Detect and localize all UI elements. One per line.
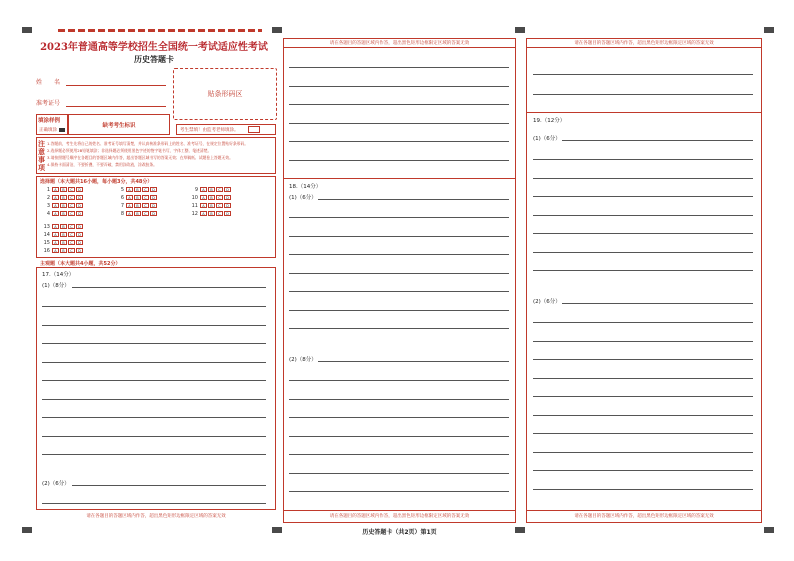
choice-number: 8	[120, 211, 124, 217]
q18-2-first-line[interactable]	[318, 361, 509, 362]
q18-1-line[interactable]	[289, 328, 509, 329]
choice-bubble-11-c[interactable]: C	[216, 203, 223, 208]
choice-bubble-8-c[interactable]: C	[142, 211, 149, 216]
choice-bubble-12-a[interactable]: A	[200, 211, 207, 216]
choice-bubble-8-a[interactable]: A	[126, 211, 133, 216]
q18-2-line[interactable]	[289, 491, 509, 492]
choice-bubble-7-b[interactable]: B	[134, 203, 141, 208]
q17-1-line[interactable]	[42, 325, 266, 326]
q18-1-line[interactable]	[289, 310, 509, 311]
col2-bottom-divider	[283, 510, 516, 511]
choice-bubble-16-c[interactable]: C	[68, 248, 75, 253]
choice-bubble-2-b[interactable]: B	[60, 195, 67, 200]
choice-bubble-8-d[interactable]: D	[150, 211, 157, 216]
choice-bubble-16-a[interactable]: A	[52, 248, 59, 253]
notice-label-1: 注	[38, 140, 45, 148]
choice-bubble-11-b[interactable]: B	[208, 203, 215, 208]
choice-bubble-4-c[interactable]: C	[68, 211, 75, 216]
choice-number: 15	[43, 240, 50, 246]
choice-number: 14	[43, 232, 50, 238]
timing-strip	[58, 29, 262, 32]
choice-question-16	[42, 248, 84, 254]
q19-2-line[interactable]	[533, 433, 753, 434]
alignment-mark-bottom-1	[272, 527, 282, 533]
choice-question-13	[42, 224, 84, 230]
choice-bubble-7-d[interactable]: D	[150, 203, 157, 208]
choice-bubble-4-a[interactable]: A	[52, 211, 59, 216]
choice-number: 4	[46, 211, 50, 217]
exam-subtitle: 历史答题卡	[134, 54, 174, 64]
q18-2-label: (2)（8分）	[289, 357, 317, 363]
notice-label-3: 事	[38, 156, 45, 164]
q19-1-line[interactable]	[533, 233, 753, 234]
id-field[interactable]	[66, 106, 166, 107]
q19-2-line[interactable]	[533, 359, 753, 360]
choice-bubble-9-a[interactable]: A	[200, 187, 207, 192]
missing-note: 考生禁填！由监考老师填涂。	[180, 128, 239, 133]
choice-bubble-10-a[interactable]: A	[200, 195, 207, 200]
choice-question-10	[190, 195, 232, 201]
q18-1-line[interactable]	[289, 236, 509, 237]
name-field[interactable]	[66, 85, 166, 86]
choice-bubble-5-b[interactable]: B	[134, 187, 141, 192]
notice-line-1: 1.答题前，考生先将自己的姓名、准考证号填写清楚，并认真核准条形码上的姓名、准考证号，在规定位置贴好条形码。	[47, 141, 249, 146]
choice-number: 10	[191, 195, 198, 201]
q18-2-line[interactable]	[289, 380, 509, 381]
choice-number: 7	[120, 203, 124, 209]
choice-bubble-5-c[interactable]: C	[142, 187, 149, 192]
col2-top-divider	[283, 47, 516, 48]
choice-question-9	[190, 187, 232, 193]
q18-2-line[interactable]	[289, 399, 509, 400]
choice-question-12	[190, 211, 232, 217]
q18-1-label: (1)（6分）	[289, 195, 317, 201]
q17-2-label: (2)（6分）	[42, 481, 70, 487]
choice-bubble-14-b[interactable]: B	[60, 232, 67, 237]
fill-correct-label: 正确填涂	[39, 128, 57, 133]
q19-2-first-line[interactable]	[562, 303, 753, 304]
choice-bubble-12-b[interactable]: B	[208, 211, 215, 216]
choice-number: 2	[46, 195, 50, 201]
q18-2-line[interactable]	[289, 473, 509, 474]
alignment-mark-bottom-left	[22, 527, 32, 533]
choice-bubble-14-a[interactable]: A	[52, 232, 59, 237]
q17-1-line[interactable]	[42, 380, 266, 381]
bottom-note-col3: 请在各题目的答题区域内作答，超出黑色矩形边框限定区域的答案无效	[574, 514, 714, 519]
missing-mark-bubble[interactable]	[248, 126, 260, 133]
q19-2-line[interactable]	[533, 452, 753, 453]
q17-1-first-line[interactable]	[72, 287, 266, 288]
choice-number: 16	[43, 248, 50, 254]
choice-question-5	[116, 187, 158, 193]
q18-label: 18.（14分）	[289, 184, 322, 190]
choice-bubble-2-c[interactable]: C	[68, 195, 75, 200]
q17-label: 17.（14分）	[42, 272, 75, 278]
fill-example-label: 填涂样例	[38, 118, 61, 124]
choice-bubble-15-d[interactable]: D	[76, 240, 83, 245]
q19-2-line[interactable]	[533, 322, 753, 323]
choice-bubble-8-b[interactable]: B	[134, 211, 141, 216]
q17-1-line[interactable]	[42, 306, 266, 307]
q17-1-line[interactable]	[42, 454, 266, 455]
choice-question-4	[42, 211, 84, 217]
q17-1-line[interactable]	[42, 399, 266, 400]
choice-bubble-12-d[interactable]: D	[224, 211, 231, 216]
choice-bubble-3-b[interactable]: B	[60, 203, 67, 208]
column-3-frame	[526, 38, 762, 523]
q19-2-line[interactable]	[533, 489, 753, 490]
choice-number: 5	[120, 187, 124, 193]
q17-1-line[interactable]	[42, 362, 266, 363]
choice-bubble-4-d[interactable]: D	[76, 211, 83, 216]
choice-number: 9	[194, 187, 198, 193]
choice-bubble-7-c[interactable]: C	[142, 203, 149, 208]
q18-2-line[interactable]	[289, 436, 509, 437]
q18-top-divider	[283, 178, 516, 179]
choice-bubble-2-a[interactable]: A	[52, 195, 59, 200]
q19-1-first-line[interactable]	[562, 140, 753, 141]
choice-number: 3	[46, 203, 50, 209]
col3-top-divider	[526, 47, 762, 48]
q18c-line[interactable]	[533, 74, 753, 75]
choice-bubble-3-c[interactable]: C	[68, 203, 75, 208]
choice-bubble-3-d[interactable]: D	[76, 203, 83, 208]
notice-label-4: 项	[38, 164, 45, 172]
q18-1-line[interactable]	[289, 254, 509, 255]
choice-question-7	[116, 203, 158, 209]
choice-bubble-11-d[interactable]: D	[224, 203, 231, 208]
alignment-mark-top-right	[764, 27, 774, 33]
choice-question-1	[42, 187, 84, 193]
choice-bubble-13-c[interactable]: C	[68, 224, 75, 229]
choice-bubble-10-d[interactable]: D	[224, 195, 231, 200]
q19-2-line[interactable]	[533, 396, 753, 397]
choice-bubble-15-a[interactable]: A	[52, 240, 59, 245]
q17-1-line[interactable]	[42, 436, 266, 437]
q17-answer-box	[36, 267, 276, 510]
choice-bubble-1-d[interactable]: D	[76, 187, 83, 192]
q18c-line[interactable]	[533, 94, 753, 95]
col3-bottom-divider	[526, 510, 762, 511]
q19-2-line[interactable]	[533, 341, 753, 342]
choice-bubble-9-b[interactable]: B	[208, 187, 215, 192]
q19-2-label: (2)（6分）	[533, 299, 561, 305]
choice-bubble-5-d[interactable]: D	[150, 187, 157, 192]
q19-1-line[interactable]	[533, 270, 753, 271]
q18-2-line[interactable]	[289, 454, 509, 455]
choice-question-2	[42, 195, 84, 201]
notice-line-4: 4.保持卡面清洁，不要折叠，不要弄破，禁用涂改液，涂改胶条。	[47, 162, 157, 167]
choice-bubble-9-c[interactable]: C	[216, 187, 223, 192]
q18-2-line[interactable]	[289, 417, 509, 418]
q16-line[interactable]	[289, 67, 509, 68]
top-note-col3: 请在各题目的答题区域内作答，超出黑色矩形边框限定区域的答案无效	[574, 41, 714, 46]
notice-line-3: 3.请按照题号顺序在各题目的答题区域内作答，超出答题区域书写的答案无效；在草稿纸、试题卷上答题无效。	[47, 155, 233, 160]
choice-bubble-10-c[interactable]: C	[216, 195, 223, 200]
choice-bubble-15-c[interactable]: C	[68, 240, 75, 245]
choice-question-3	[42, 203, 84, 209]
choice-bubble-14-c[interactable]: C	[68, 232, 75, 237]
choice-header: 选择题（本大题共16小题，每小题3分，共48分）	[40, 179, 153, 185]
q17-1-line[interactable]	[42, 343, 266, 344]
choice-question-6	[116, 195, 158, 201]
q19-2-line[interactable]	[533, 378, 753, 379]
choice-bubble-1-a[interactable]: A	[52, 187, 59, 192]
alignment-mark-top-left	[22, 27, 32, 33]
choice-question-14	[42, 232, 84, 238]
choice-bubble-1-c[interactable]: C	[68, 187, 75, 192]
q19-1-line[interactable]	[533, 178, 753, 179]
choice-bubble-16-d[interactable]: D	[76, 248, 83, 253]
missing-mark-label: 缺考考生标识	[102, 123, 136, 129]
q17-2-line[interactable]	[42, 503, 266, 504]
notice-line-2: 2.选择题必须使用2B铅笔填涂；非选择题必须使用黑色字迹的签字笔书写，字体工整、笔迹清楚。	[47, 148, 212, 153]
choice-bubble-1-b[interactable]: B	[60, 187, 67, 192]
choice-bubble-14-d[interactable]: D	[76, 232, 83, 237]
q19-1-line[interactable]	[533, 215, 753, 216]
q18-1-line[interactable]	[289, 273, 509, 274]
q17-1-line[interactable]	[42, 417, 266, 418]
choice-bubble-3-a[interactable]: A	[52, 203, 59, 208]
column-2-frame	[283, 38, 516, 523]
alignment-mark-bottom-2	[515, 527, 525, 533]
q16-line[interactable]	[289, 86, 509, 87]
q18-1-line[interactable]	[289, 217, 509, 218]
choice-bubble-9-d[interactable]: D	[224, 187, 231, 192]
subjective-header: 主观题（本大题共4小题，共52分）	[40, 261, 121, 267]
page-footer: 历史答题卡（共2页）第1页	[362, 529, 437, 536]
choice-bubble-12-c[interactable]: C	[216, 211, 223, 216]
q19-1-line[interactable]	[533, 196, 753, 197]
choice-bubble-2-d[interactable]: D	[76, 195, 83, 200]
notice-label-2: 意	[38, 148, 45, 156]
q16-line[interactable]	[289, 141, 509, 142]
bottom-note-col2: 请在各题目的答题区域内作答，超出黑色矩形边框限定区域的答案无效	[329, 514, 470, 519]
q19-1-line[interactable]	[533, 252, 753, 253]
alignment-mark-top-1	[272, 27, 282, 33]
q19-1-label: (1)（6分）	[533, 136, 561, 142]
id-label: 准考证号	[36, 100, 61, 107]
choice-bubble-7-a[interactable]: A	[126, 203, 133, 208]
exam-title: 2023年普通高等学校招生全国统一考试适应性考试	[40, 42, 268, 53]
choice-bubble-13-d[interactable]: D	[76, 224, 83, 229]
q16-line[interactable]	[289, 123, 509, 124]
choice-bubble-13-a[interactable]: A	[52, 224, 59, 229]
choice-number: 6	[120, 195, 124, 201]
q19-2-line[interactable]	[533, 415, 753, 416]
choice-number: 1	[46, 187, 50, 193]
q19-1-line[interactable]	[533, 159, 753, 160]
choice-bubble-6-d[interactable]: D	[150, 195, 157, 200]
alignment-mark-top-2	[515, 27, 525, 33]
choice-bubble-15-b[interactable]: B	[60, 240, 67, 245]
choice-bubble-11-a[interactable]: A	[200, 203, 207, 208]
q19-label: 19.（12分）	[533, 118, 566, 124]
bottom-note-col1: 请在各题目的答题区域内作答，超出黑色矩形边框限定区域的答案无效	[86, 514, 226, 519]
choice-bubble-13-b[interactable]: B	[60, 224, 67, 229]
choice-question-15	[42, 240, 84, 246]
q16-line[interactable]	[289, 104, 509, 105]
choice-bubble-4-b[interactable]: B	[60, 211, 67, 216]
q19-top-divider	[526, 112, 762, 113]
top-note-col2: 请在各题目的答题区域内作答，超出黑色矩形边框限定区域的答案无效	[329, 41, 470, 46]
choice-bubble-10-b[interactable]: B	[208, 195, 215, 200]
name-label: 姓 名	[36, 79, 61, 86]
q19-2-line[interactable]	[533, 470, 753, 471]
choice-bubble-16-b[interactable]: B	[60, 248, 67, 253]
q18-1-line[interactable]	[289, 291, 509, 292]
choice-number: 13	[43, 224, 50, 230]
q17-2-first-line[interactable]	[72, 485, 266, 486]
choice-question-11	[190, 203, 232, 209]
alignment-mark-bottom-right	[764, 527, 774, 533]
q18-1-first-line[interactable]	[318, 199, 509, 200]
q16-line[interactable]	[289, 160, 509, 161]
choice-bubble-6-c[interactable]: C	[142, 195, 149, 200]
choice-number: 12	[191, 211, 198, 217]
choice-number: 11	[191, 203, 198, 209]
barcode-label: 贴条形码区	[207, 90, 243, 98]
choice-bubble-6-a[interactable]: A	[126, 195, 133, 200]
choice-question-8	[116, 211, 158, 217]
choice-bubble-5-a[interactable]: A	[126, 187, 133, 192]
fill-correct-sample	[59, 128, 65, 132]
q17-1-label: (1)（8分）	[42, 283, 70, 289]
choice-bubble-6-b[interactable]: B	[134, 195, 141, 200]
